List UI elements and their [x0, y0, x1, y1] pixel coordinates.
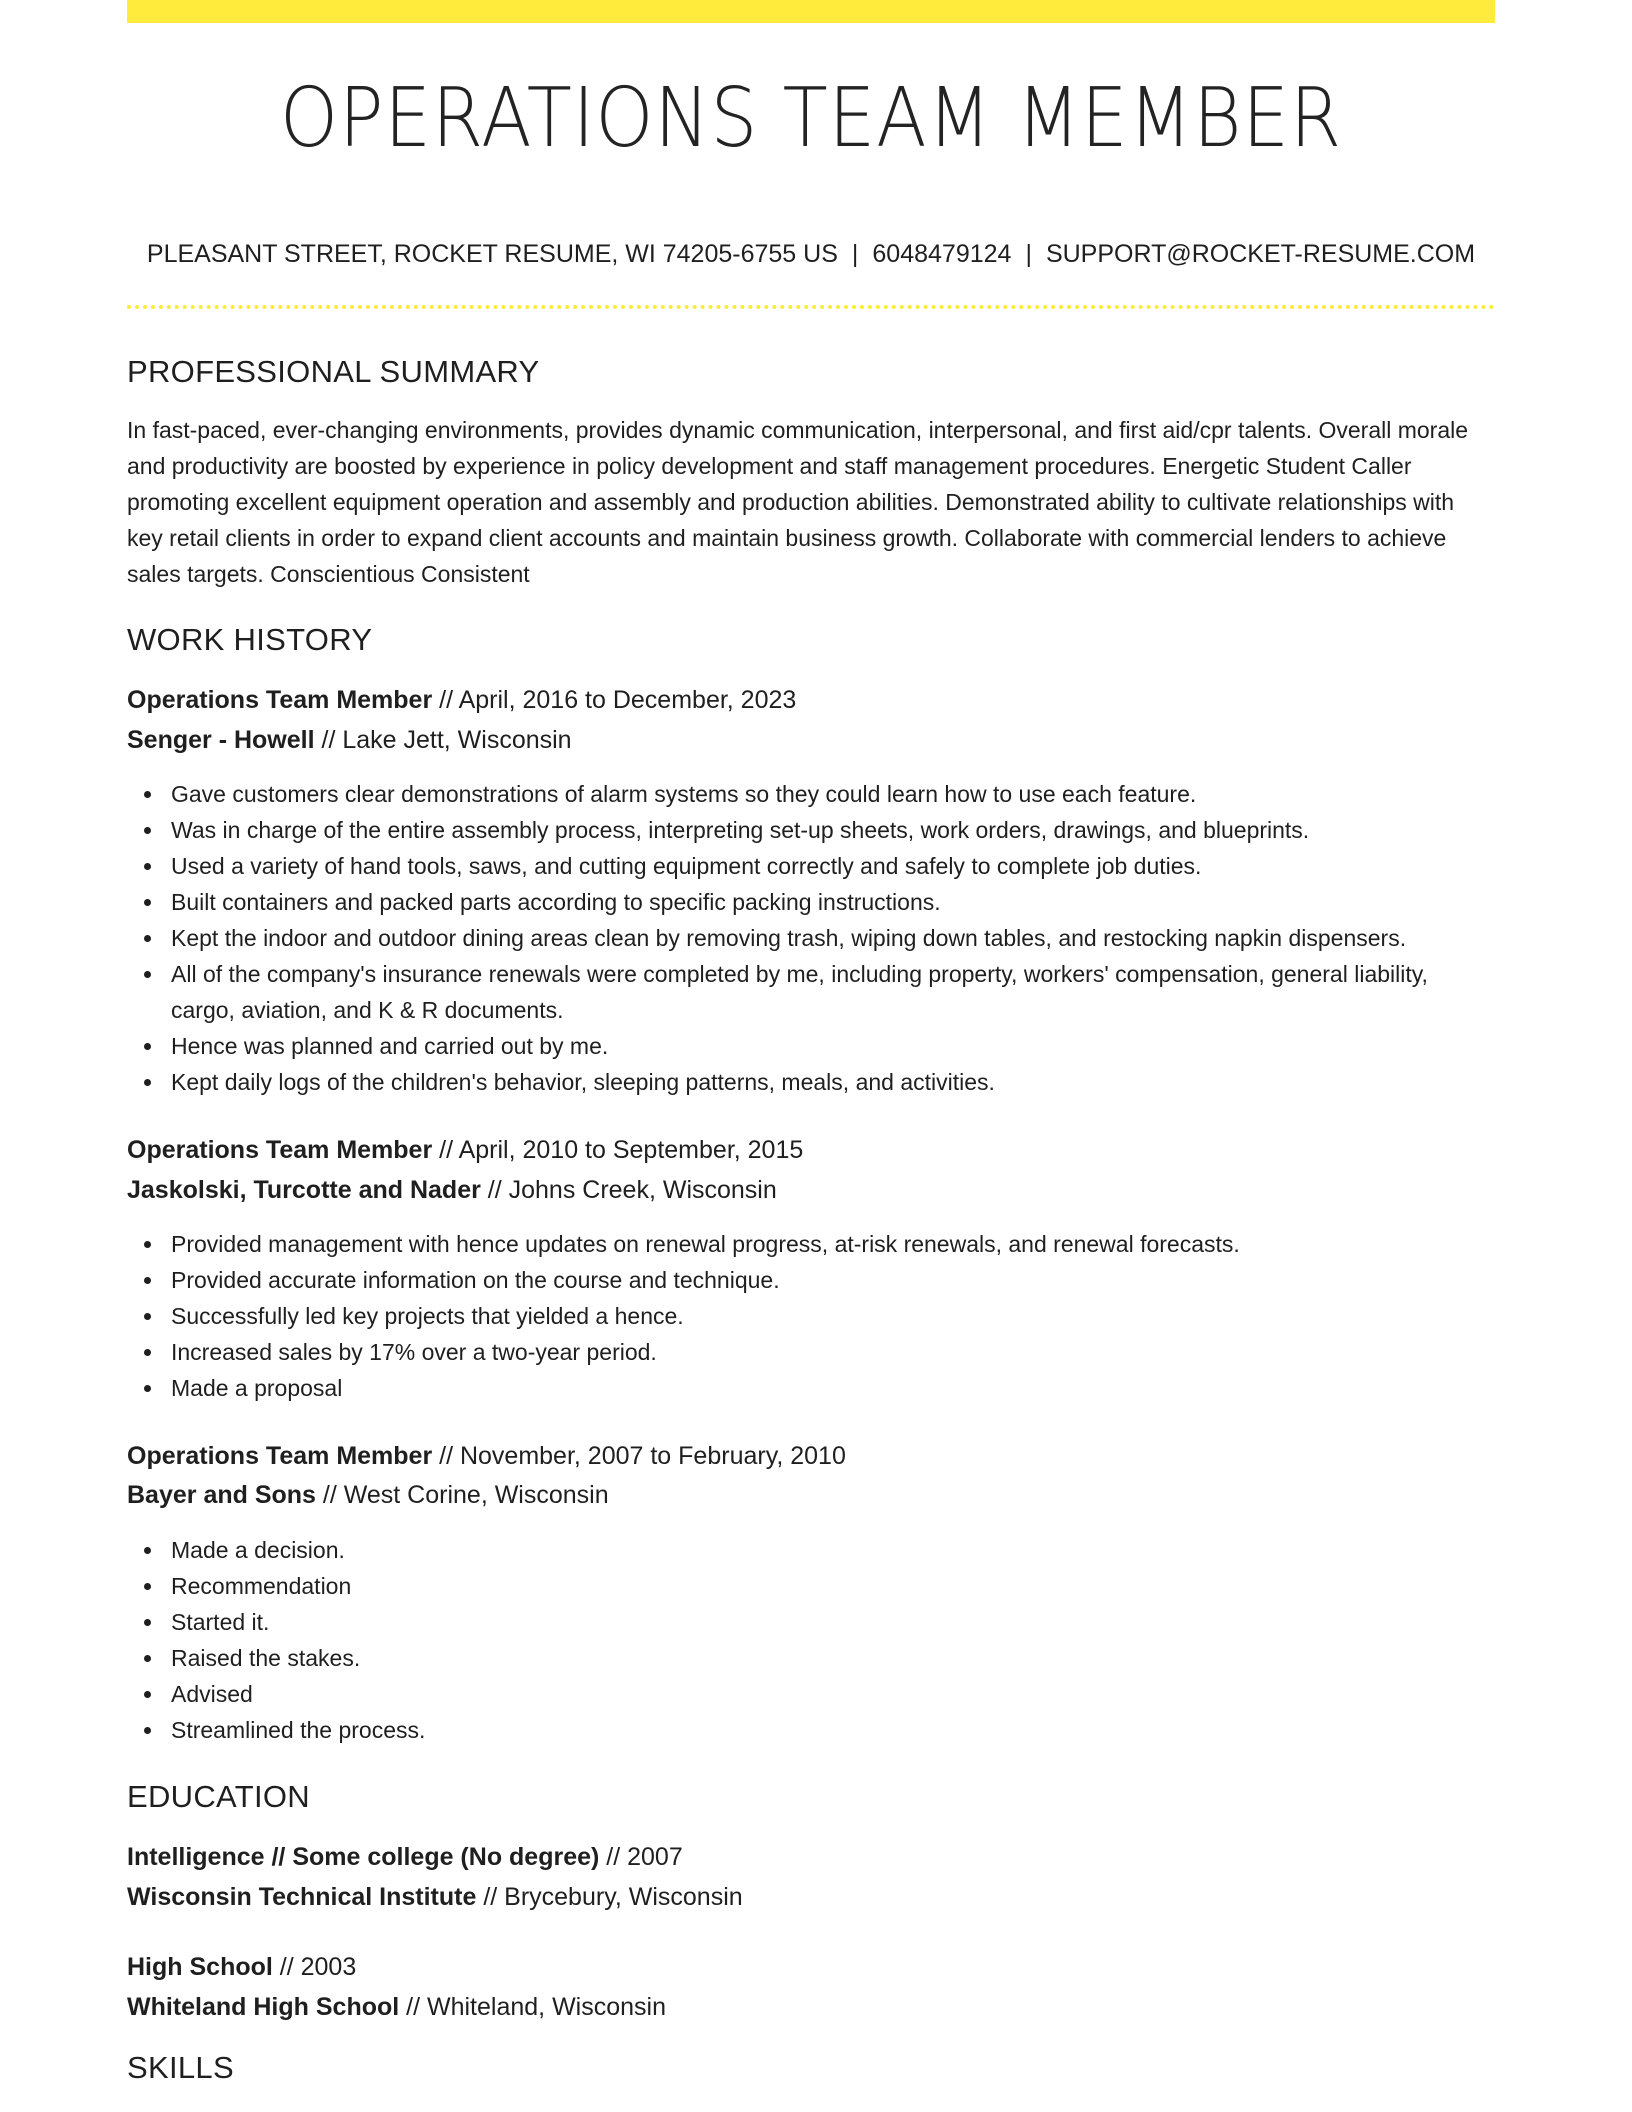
contact-email: SUPPORT@ROCKET-RESUME.COM: [1045, 240, 1476, 268]
job-title: Operations Team Member: [127, 686, 433, 714]
summary-heading: PROFESSIONAL SUMMARY: [127, 354, 540, 389]
job-company: Senger - Howell: [127, 726, 315, 754]
skills-heading: SKILLS: [127, 2050, 234, 2085]
education-school: Whiteland High School: [127, 1993, 400, 2021]
list-item: Made a decision.: [127, 1532, 1495, 1568]
accent-bar: [127, 0, 1495, 23]
list-item: All of the company's insurance renewals were completed by me, including property, workers' compensation, general liability, cargo, aviation, and K & R documents.: [127, 956, 1495, 1028]
contact-separator: |: [1025, 240, 1032, 268]
list-item: Successfully led key projects that yielded a hence.: [127, 1298, 1495, 1334]
education-heading: EDUCATION: [127, 1779, 310, 1814]
education-school: Wisconsin Technical Institute: [127, 1883, 477, 1911]
list-item: Gave customers clear demonstrations of alarm systems so they could learn how to use each feature.: [127, 776, 1495, 812]
list-item: Raised the stakes.: [127, 1640, 1495, 1676]
job-dates: // April, 2010 to September, 2015: [432, 1136, 804, 1164]
list-item: Increased sales by 17% over a two-year period.: [127, 1334, 1495, 1370]
work-history-heading: WORK HISTORY: [127, 622, 373, 657]
job-company: Bayer and Sons: [127, 1481, 316, 1509]
job-company-line: [127, 1478, 609, 1512]
list-item: Used a variety of hand tools, saws, and cutting equipment correctly and safely to complete job duties.: [127, 848, 1495, 884]
education-year: // 2003: [272, 1953, 357, 1981]
contact-phone: 6048479124: [872, 240, 1012, 268]
job-bullets: [127, 776, 1495, 1100]
list-item: Built containers and packed parts according to specific packing instructions.: [127, 884, 1495, 920]
job-dates: // November, 2007 to February, 2010: [432, 1442, 846, 1470]
education-degree: Intelligence // Some college (No degree): [127, 1843, 600, 1871]
job-location: // Johns Creek, Wisconsin: [480, 1176, 777, 1204]
resume-title: OPERATIONS TEAM MEMBER: [279, 71, 1343, 166]
job-dates: // April, 2016 to December, 2023: [432, 686, 797, 714]
job-location: // Lake Jett, Wisconsin: [314, 726, 572, 754]
summary-text: In fast-paced, ever-changing environments, provides dynamic communication, interpersonal, and first aid/cpr talents. Overall morale and productivity are boosted by experience in policy development and staff management procedures. Energetic Student Caller promoting excellent equipment operation and assembly and production abilities. Demonstrated ability to cultivate relationships with key retail clients in order to expand client accounts and maintain business growth. Collaborate with commercial lenders to achieve sales targets. Conscientious Consistent: [127, 417, 1469, 587]
contact-address: PLEASANT STREET, ROCKET RESUME, WI 74205-6755 US: [146, 240, 838, 268]
education-degree-line: [127, 1840, 683, 1874]
contact-line: [127, 238, 1495, 270]
list-item: Hence was planned and carried out by me.: [127, 1028, 1495, 1064]
list-item: Made a proposal: [127, 1370, 1495, 1406]
list-item: Advised: [127, 1676, 1495, 1712]
list-item: Recommendation: [127, 1568, 1495, 1604]
education-location: // Whiteland, Wisconsin: [399, 1993, 666, 2021]
job-title-line: [127, 1133, 803, 1167]
list-item: Streamlined the process.: [127, 1712, 1495, 1748]
job-company: Jaskolski, Turcotte and Nader: [127, 1176, 481, 1204]
job-company-line: [127, 1173, 777, 1207]
list-item: Provided accurate information on the course and technique.: [127, 1262, 1495, 1298]
education-year: // 2007: [599, 1843, 683, 1871]
list-item: Started it.: [127, 1604, 1495, 1640]
header-divider: [127, 305, 1495, 309]
contact-separator: |: [851, 240, 859, 268]
job-bullets: [127, 1532, 1495, 1748]
education-degree-line: [127, 1950, 356, 1984]
education-degree: High School: [127, 1953, 273, 1981]
job-title-line: [127, 683, 796, 717]
job-company-line: [127, 723, 572, 757]
education-school-line: [127, 1990, 666, 2024]
list-item: Kept daily logs of the children's behavior, sleeping patterns, meals, and activities.: [127, 1064, 1495, 1100]
job-location: // West Corine, Wisconsin: [315, 1481, 609, 1509]
list-item: Kept the indoor and outdoor dining areas clean by removing trash, wiping down tables, and restocking napkin dispensers.: [127, 920, 1495, 956]
education-school-line: [127, 1880, 743, 1914]
list-item: Provided management with hence updates on renewal progress, at-risk renewals, and renewal forecasts.: [127, 1226, 1495, 1262]
education-location: // Brycebury, Wisconsin: [476, 1883, 743, 1911]
job-bullets: [127, 1226, 1495, 1406]
job-title: Operations Team Member: [127, 1136, 433, 1164]
list-item: Was in charge of the entire assembly process, interpreting set-up sheets, work orders, drawings, and blueprints.: [127, 812, 1495, 848]
job-title: Operations Team Member: [127, 1442, 433, 1470]
job-title-line: [127, 1439, 846, 1473]
